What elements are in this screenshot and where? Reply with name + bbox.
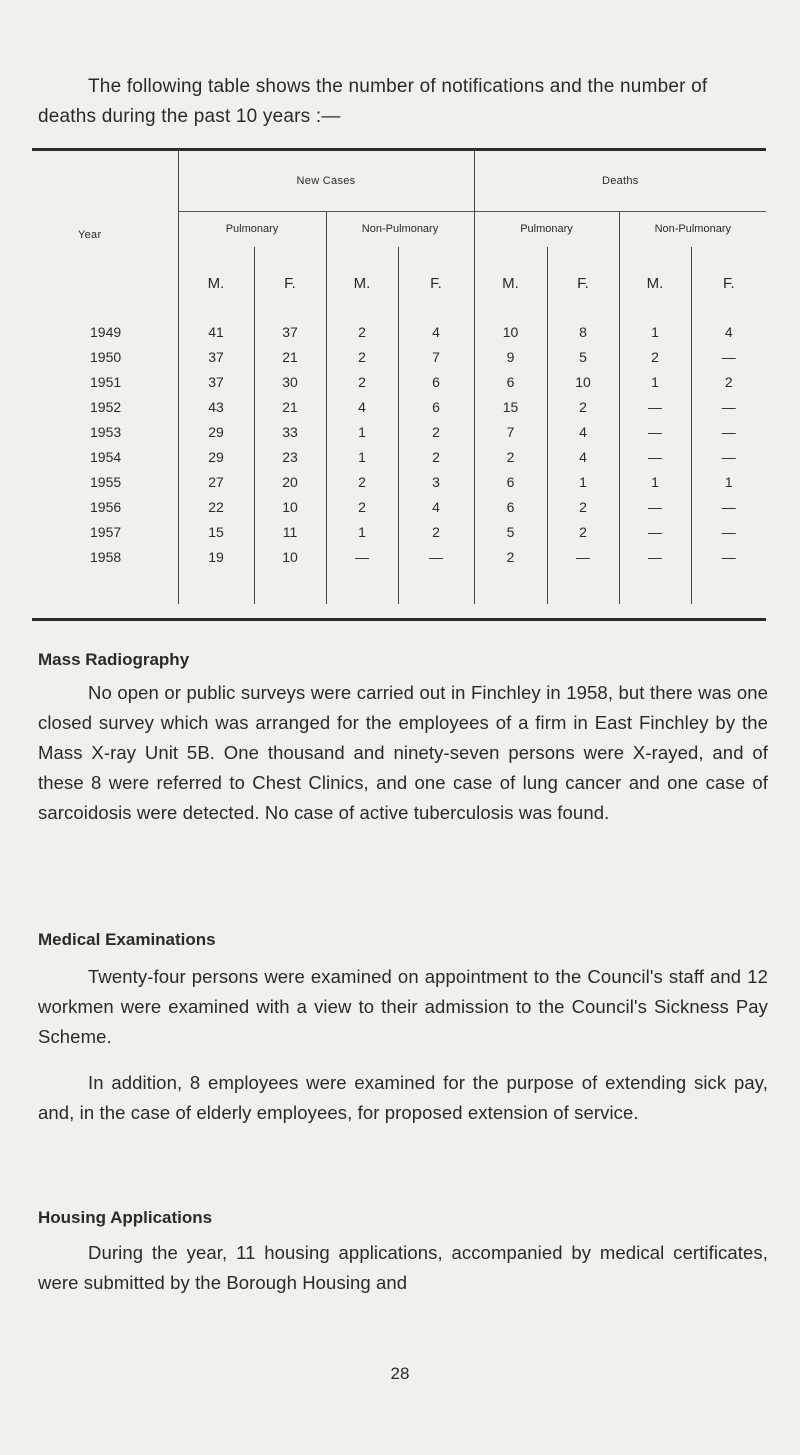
subgroup-header: Non-Pulmonary bbox=[619, 211, 766, 247]
header-group-row bbox=[32, 151, 766, 211]
year-cell: 1951 bbox=[90, 373, 122, 390]
table-row bbox=[32, 469, 766, 494]
table-cell: 2 bbox=[398, 419, 474, 444]
table-cell: 2 bbox=[326, 494, 398, 519]
table-cell: 2 bbox=[547, 394, 619, 419]
table-row bbox=[32, 494, 766, 519]
table-cell: — bbox=[619, 419, 691, 444]
table-cell: 6 bbox=[398, 394, 474, 419]
table-cell: — bbox=[398, 544, 474, 569]
table-cell: 21 bbox=[254, 344, 326, 369]
section-paragraph: In addition, 8 employees were examined for the purpose of extending sick pay, and, in the case of elderly employees, for proposed extension of service. bbox=[38, 1072, 768, 1123]
notifications-table bbox=[32, 148, 766, 604]
table-cell: 1 bbox=[619, 469, 691, 494]
sex-header: M. bbox=[326, 247, 398, 319]
sex-header: M. bbox=[178, 247, 254, 319]
table-cell: 2 bbox=[326, 469, 398, 494]
year-header: Year bbox=[78, 229, 102, 241]
table-row bbox=[32, 369, 766, 394]
table-cell: — bbox=[691, 444, 766, 469]
table-cell: 3 bbox=[398, 469, 474, 494]
table-cell: 2 bbox=[398, 444, 474, 469]
table-cell: 5 bbox=[547, 344, 619, 369]
table-cell: 7 bbox=[474, 419, 547, 444]
table-cell: 5 bbox=[474, 519, 547, 544]
table-cell: 29 bbox=[178, 419, 254, 444]
table-row bbox=[32, 444, 766, 469]
table-cell: 20 bbox=[254, 469, 326, 494]
table-cell: 10 bbox=[547, 369, 619, 394]
sex-header: F. bbox=[398, 247, 474, 319]
year-cell: 1949 bbox=[90, 323, 122, 340]
table-cell: 2 bbox=[619, 344, 691, 369]
table-cell: 15 bbox=[474, 394, 547, 419]
housing-applications-section bbox=[38, 1208, 768, 1298]
table-cell: 15 bbox=[178, 519, 254, 544]
table-cell: 10 bbox=[254, 544, 326, 569]
section-heading: Medical Examinations bbox=[38, 930, 216, 949]
table-cell: 1 bbox=[547, 469, 619, 494]
table-cell: 4 bbox=[547, 419, 619, 444]
table-spacer-row bbox=[32, 569, 766, 604]
table-cell: 1 bbox=[326, 419, 398, 444]
table-cell: 4 bbox=[691, 319, 766, 344]
table-cell: — bbox=[691, 394, 766, 419]
table-cell: 2 bbox=[398, 519, 474, 544]
table-cell: 7 bbox=[398, 344, 474, 369]
table-cell: 6 bbox=[474, 494, 547, 519]
table-cell: 2 bbox=[474, 544, 547, 569]
year-cell: 1958 bbox=[90, 548, 122, 565]
stats-table bbox=[32, 151, 766, 604]
table-cell: 2 bbox=[326, 344, 398, 369]
table-cell: 37 bbox=[178, 369, 254, 394]
table-cell: 1 bbox=[619, 319, 691, 344]
table-cell: 1 bbox=[326, 444, 398, 469]
table-cell: 4 bbox=[547, 444, 619, 469]
table-cell: 11 bbox=[254, 519, 326, 544]
table-cell: 33 bbox=[254, 419, 326, 444]
table-bottom-rule bbox=[32, 618, 766, 621]
year-cell: 1953 bbox=[90, 423, 122, 440]
table-cell: 37 bbox=[178, 344, 254, 369]
table-cell: 37 bbox=[254, 319, 326, 344]
table-cell: 2 bbox=[326, 319, 398, 344]
table-cell: — bbox=[547, 544, 619, 569]
table-cell: 6 bbox=[474, 469, 547, 494]
subgroup-header: Non-Pulmonary bbox=[326, 211, 474, 247]
year-cell: 1950 bbox=[90, 348, 122, 365]
subgroup-header: Pulmonary bbox=[474, 211, 619, 247]
sex-header: F. bbox=[547, 247, 619, 319]
table-cell: 8 bbox=[547, 319, 619, 344]
section-heading: Housing Applications bbox=[38, 1208, 213, 1227]
table-cell: 19 bbox=[178, 544, 254, 569]
sex-header: F. bbox=[254, 247, 326, 319]
table-cell: 1 bbox=[691, 469, 766, 494]
year-cell: 1954 bbox=[90, 448, 122, 465]
table-cell: — bbox=[619, 444, 691, 469]
table-cell: 22 bbox=[178, 494, 254, 519]
table-cell: 23 bbox=[254, 444, 326, 469]
table-row bbox=[32, 394, 766, 419]
section-paragraph: During the year, 11 housing applications, accompanied by medical certificates, were submitted by the Borough Housing and bbox=[38, 1242, 768, 1293]
table-cell: 30 bbox=[254, 369, 326, 394]
table-cell: 21 bbox=[254, 394, 326, 419]
table-cell: 10 bbox=[474, 319, 547, 344]
table-cell: — bbox=[691, 344, 766, 369]
intro-paragraph: The following table shows the number of notifications and the number of deaths during the past 10 years :— bbox=[38, 76, 708, 127]
table-cell: 4 bbox=[398, 494, 474, 519]
section-paragraph: No open or public surveys were carried out in Finchley in 1958, but there was one closed survey which was arranged for the employees of a firm in East Finchley by the Mass X-ray Unit 5B. One thousand and ninety-seven persons were X-rayed, and of these 8 were referred to Chest Clinics, and one case of lung cancer and one case of sarcoidosis were detected. No case of active tuberculosis was found. bbox=[38, 682, 768, 823]
table-cell: 2 bbox=[547, 519, 619, 544]
table-cell: — bbox=[619, 519, 691, 544]
page-number: 28 bbox=[390, 1364, 410, 1383]
table-cell: — bbox=[691, 544, 766, 569]
table-cell: 41 bbox=[178, 319, 254, 344]
table-cell: 6 bbox=[398, 369, 474, 394]
table-cell: 1 bbox=[326, 519, 398, 544]
year-cell: 1957 bbox=[90, 523, 122, 540]
table-cell: 1 bbox=[619, 369, 691, 394]
table-cell: 2 bbox=[691, 369, 766, 394]
table-row bbox=[32, 319, 766, 344]
section-paragraph: Twenty-four persons were examined on appointment to the Council's staff and 12 workmen were examined with a view to their admission to the Council's Sickness Pay Scheme. bbox=[38, 966, 768, 1047]
sex-header: M. bbox=[474, 247, 547, 319]
year-cell: 1955 bbox=[90, 473, 122, 490]
table-cell: — bbox=[691, 494, 766, 519]
subgroup-header: Pulmonary bbox=[178, 211, 326, 247]
year-cell: 1956 bbox=[90, 498, 122, 515]
table-row bbox=[32, 419, 766, 444]
table-cell: 2 bbox=[326, 369, 398, 394]
table-cell: 4 bbox=[326, 394, 398, 419]
table-cell: 2 bbox=[547, 494, 619, 519]
year-cell: 1952 bbox=[90, 398, 122, 415]
table-cell: — bbox=[619, 544, 691, 569]
table-row bbox=[32, 519, 766, 544]
sex-header: F. bbox=[691, 247, 766, 319]
table-cell: 6 bbox=[474, 369, 547, 394]
table-cell: 29 bbox=[178, 444, 254, 469]
group-new-cases: New Cases bbox=[178, 151, 474, 211]
table-cell: — bbox=[691, 419, 766, 444]
table-cell: — bbox=[691, 519, 766, 544]
table-row bbox=[32, 544, 766, 569]
sex-header: M. bbox=[619, 247, 691, 319]
table-cell: — bbox=[619, 394, 691, 419]
table-cell: 9 bbox=[474, 344, 547, 369]
table-cell: 27 bbox=[178, 469, 254, 494]
table-body bbox=[32, 319, 766, 604]
section-heading: Mass Radiography bbox=[38, 650, 190, 669]
table-row bbox=[32, 344, 766, 369]
table-cell: 10 bbox=[254, 494, 326, 519]
mass-radiography-section bbox=[38, 650, 768, 828]
group-deaths: Deaths bbox=[474, 151, 766, 211]
table-cell: — bbox=[619, 494, 691, 519]
medical-examinations-section bbox=[38, 930, 768, 1128]
table-cell: 4 bbox=[398, 319, 474, 344]
table-cell: 2 bbox=[474, 444, 547, 469]
table-cell: 43 bbox=[178, 394, 254, 419]
table-cell: — bbox=[326, 544, 398, 569]
